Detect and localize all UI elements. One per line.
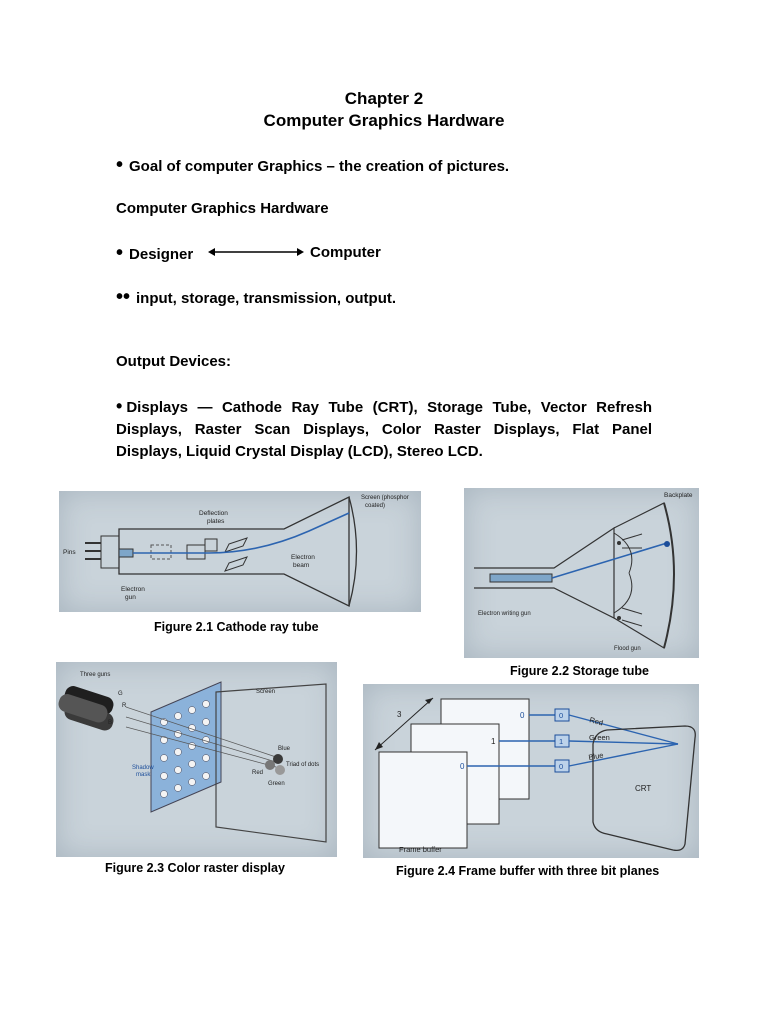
backplate-label: Backplate — [664, 492, 693, 499]
bit-plane-0-label: 0 — [520, 711, 525, 720]
computer-label: Computer — [310, 244, 381, 261]
red-dot-label: Red — [252, 770, 264, 776]
gun-label-2: gun — [125, 594, 136, 601]
figure-2-3-caption: Figure 2.3 Color raster display — [105, 861, 285, 875]
deflection-label-2: plates — [207, 518, 225, 525]
frame-buffer-figure — [363, 684, 699, 858]
chapter-label: Chapter 2 — [344, 89, 424, 108]
bullet-icon: • — [116, 396, 123, 416]
functions-text: input, storage, transmission, output. — [136, 290, 397, 307]
writing-gun-label: Electron writing gun — [478, 611, 531, 617]
plane-count-label: 3 — [397, 710, 402, 719]
bullet-icon: • — [116, 242, 124, 264]
green-dot-label: Green — [268, 781, 285, 787]
hardware-heading: Computer Graphics Hardware — [116, 200, 329, 217]
bullet-icon: • — [116, 154, 124, 176]
color-raster-figure — [56, 662, 337, 857]
frame-buffer-label: Frame buffer — [399, 845, 442, 854]
gun-g-label: G — [118, 691, 123, 697]
register-1-label: 1 — [559, 737, 564, 746]
crt-diagram — [59, 491, 421, 612]
shadow-mask-label-2: mask — [136, 772, 151, 778]
flood-gun-label: Flood gun — [614, 646, 641, 652]
screen-label-2: coated) — [365, 503, 386, 509]
crt-label: CRT — [635, 784, 652, 793]
bit-plane-1-label: 1 — [491, 737, 496, 746]
displays-paragraph — [116, 395, 652, 463]
figure-2-1-caption: Figure 2.1 Cathode ray tube — [154, 620, 319, 634]
blue-line-label: Blue — [587, 750, 605, 762]
register-0-label: 0 — [559, 711, 564, 720]
output-heading: Output Devices: — [116, 353, 232, 370]
figure-2-4-caption: Figure 2.4 Frame buffer with three bit planes — [396, 864, 660, 878]
goal-text: Goal of computer Graphics – the creation of pictures. — [129, 158, 510, 175]
designer-label: Designer — [129, 246, 194, 263]
beam-label-2: beam — [293, 562, 310, 569]
storage-tube-figure — [464, 488, 699, 658]
triad-label: Triad of dots — [286, 762, 320, 768]
register-2-label: 0 — [559, 762, 564, 771]
bit-plane-2-label: 0 — [460, 762, 465, 771]
gun-label-1: Electron — [121, 586, 145, 593]
displays-text: Displays — Cathode Ray Tube (CRT), Storage Tube, Vector Refresh Displays, Raster Scan Displays, Color Raster Displays, Flat Panel Displays, Liquid Crystal Display (LCD), Stereo LCD. — [116, 399, 652, 460]
crt-figure — [59, 491, 421, 612]
screen-label: Screen — [256, 689, 276, 695]
green-line-label: Green — [589, 733, 610, 742]
double-bullet-icon: •• — [116, 286, 131, 308]
goal-line — [116, 154, 509, 178]
three-guns-label: Three guns — [80, 672, 111, 678]
deflection-label-1: Deflection — [199, 510, 228, 517]
page-title: Computer Graphics Hardware — [263, 111, 505, 130]
blue-dot-label: Blue — [278, 746, 291, 752]
designer-line — [116, 242, 193, 266]
double-arrow-icon — [206, 244, 306, 260]
beam-label-1: Electron — [291, 554, 315, 561]
functions-line — [116, 286, 396, 310]
gun-r-label: R — [122, 703, 127, 709]
gun-b-label: B — [108, 720, 113, 726]
color-raster-diagram — [56, 662, 337, 857]
shadow-mask-label-1: Shadow — [132, 765, 154, 771]
screen-label-1: Screen (phosphor — [361, 495, 409, 501]
frame-buffer-diagram — [363, 684, 699, 858]
red-line-label: Red — [588, 715, 605, 728]
pins-label: Pins — [63, 549, 76, 556]
figure-2-2-caption: Figure 2.2 Storage tube — [510, 664, 649, 678]
storage-tube-diagram — [464, 488, 699, 658]
